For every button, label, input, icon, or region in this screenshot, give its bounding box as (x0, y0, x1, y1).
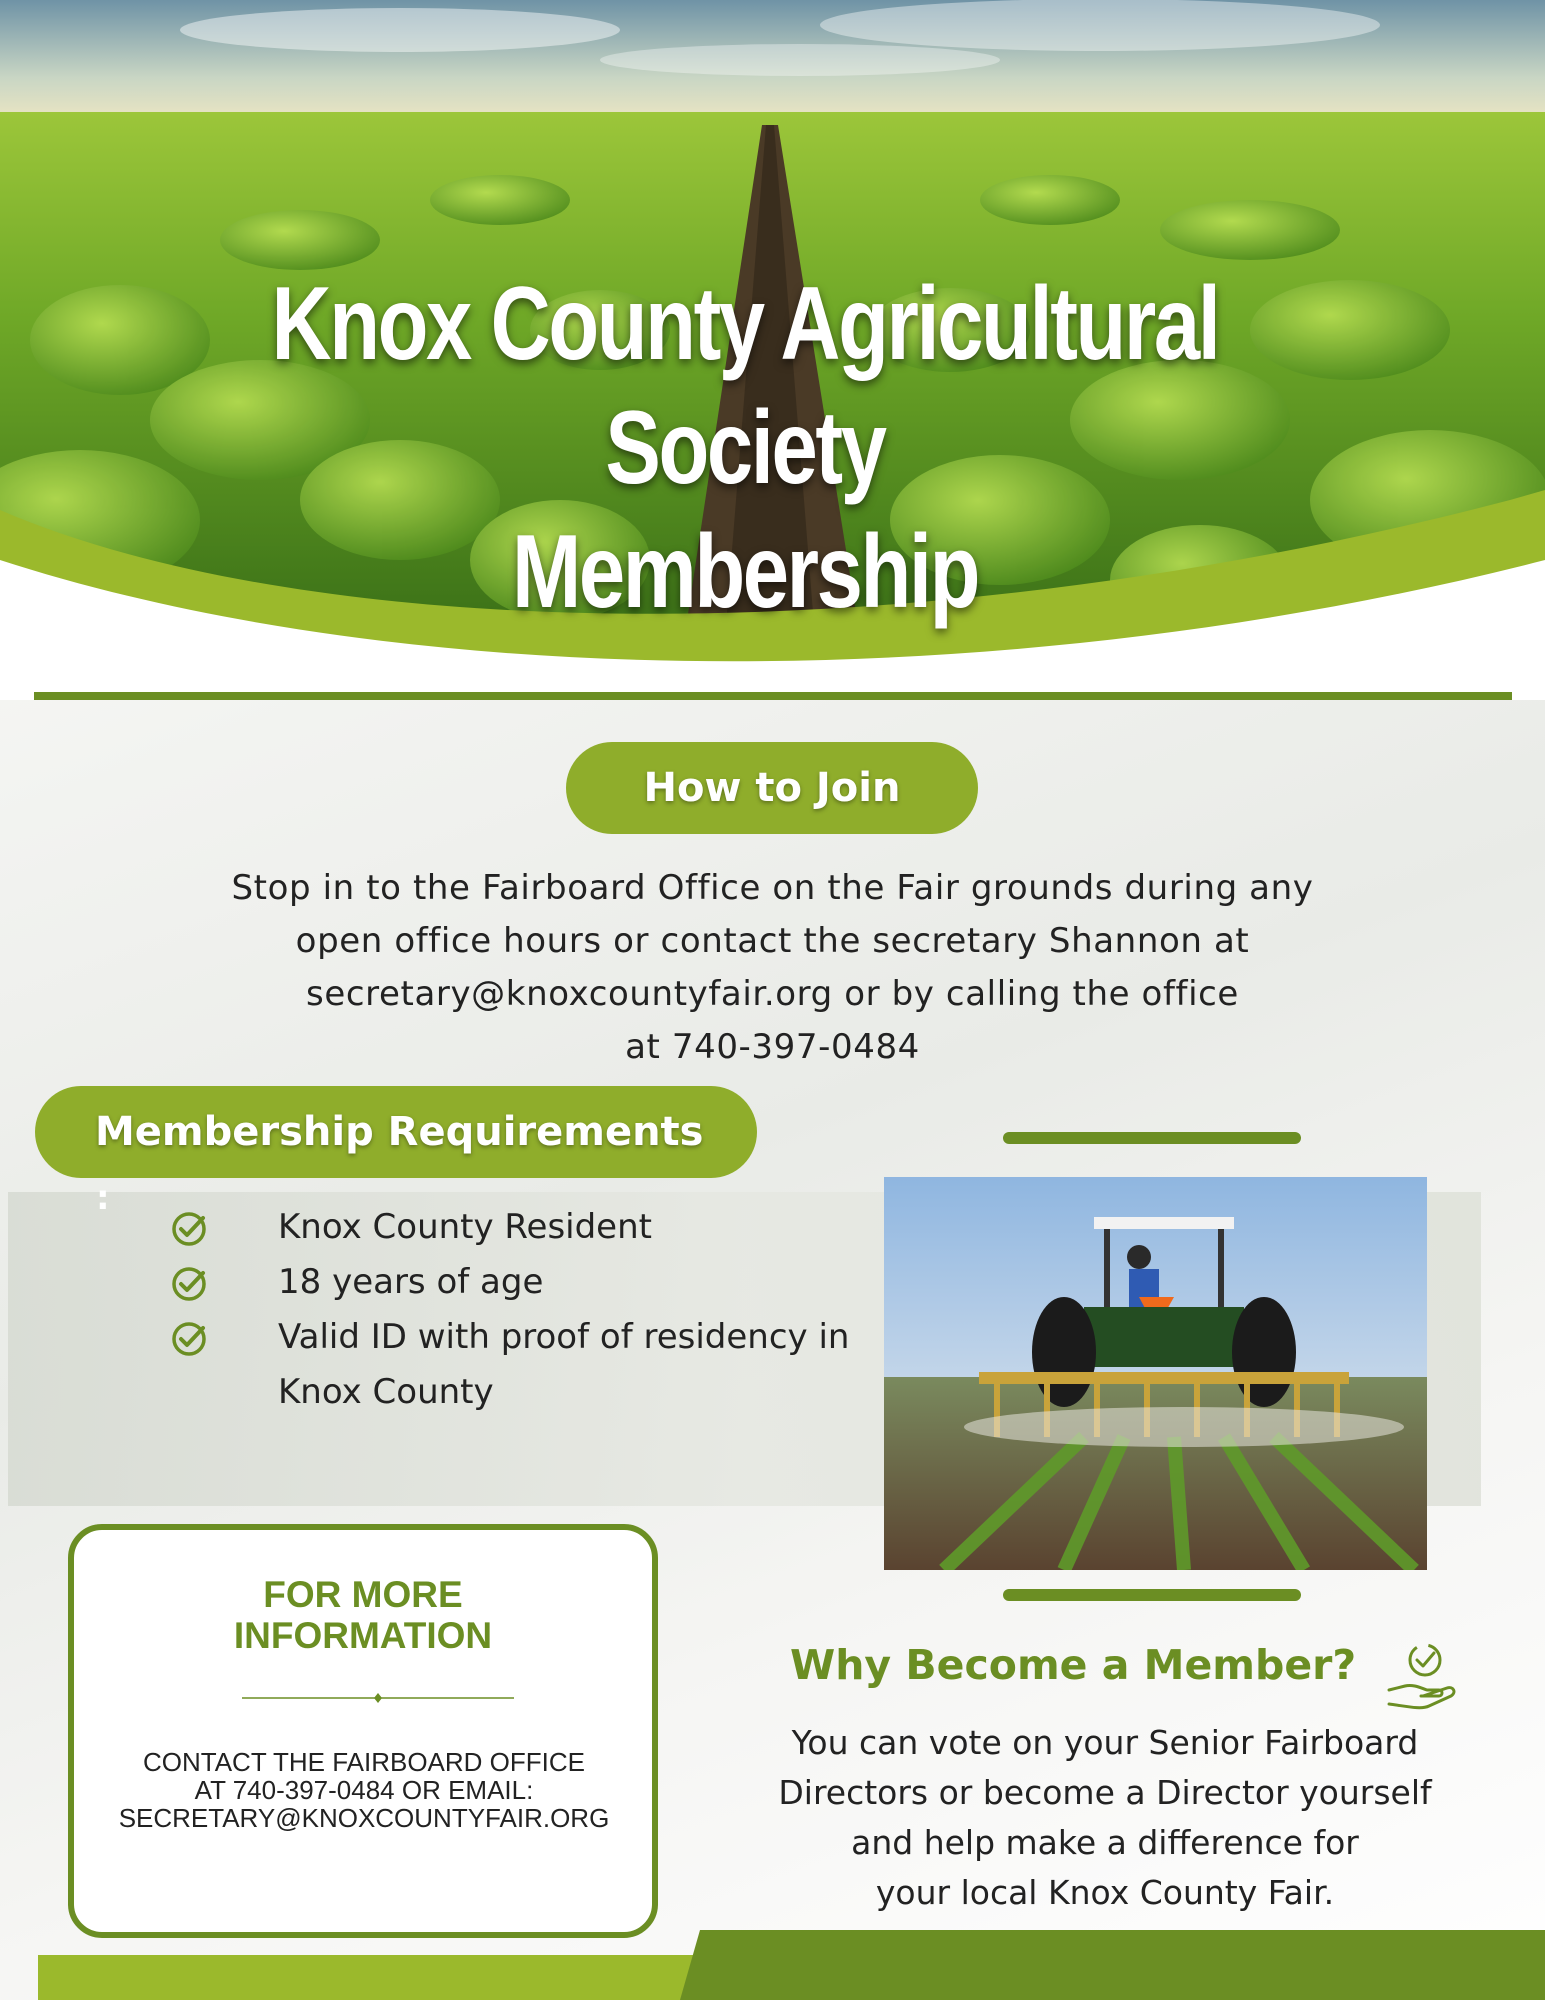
page-title-line-1: Knox County Agricultural Society (271, 266, 1219, 506)
page-title (149, 262, 1341, 634)
more-info-title (74, 1574, 652, 1656)
more-info-title-line-2: INFORMATION (233, 1615, 493, 1656)
check-circle-icon (170, 1210, 208, 1248)
ornament-divider (242, 1692, 514, 1704)
why-become-member-heading: Why Become a Member? (790, 1641, 1357, 1689)
more-info-line: AT 740-397-0484 OR EMAIL: (194, 1775, 534, 1805)
why-become-member-text (760, 1718, 1450, 1918)
requirement-text: Knox County (278, 1372, 494, 1412)
list-item (170, 1255, 870, 1310)
requirement-text: Knox County Resident (278, 1207, 652, 1247)
more-info-body (64, 1748, 664, 1832)
check-circle-icon (170, 1320, 208, 1358)
list-item (170, 1310, 870, 1365)
list-item (170, 1365, 870, 1420)
more-info-title-line-1: FOR MORE (263, 1574, 463, 1615)
how-to-join-text (150, 862, 1395, 1074)
join-line: open office hours or contact the secretary Shannon at (295, 921, 1250, 961)
list-item (170, 1200, 870, 1255)
requirement-text: Valid ID with proof of residency in (278, 1317, 850, 1357)
hero-banner (0, 0, 1545, 700)
requirement-text: 18 years of age (278, 1262, 544, 1302)
requirements-colon: : (96, 1178, 110, 1218)
photo-top-bar (1003, 1132, 1301, 1144)
more-info-line: SECRETARY@KNOXCOUNTYFAIR.ORG (118, 1803, 610, 1833)
why-line: and help make a difference for (851, 1823, 1359, 1862)
why-line: your local Knox County Fair. (875, 1873, 1335, 1912)
why-line: Directors or become a Director yourself (778, 1773, 1432, 1812)
join-line: secretary@knoxcountyfair.org or by calling the office (306, 974, 1239, 1014)
join-line: Stop in to the Fairboard Office on the Fair grounds during any (231, 868, 1314, 908)
tractor-photo (884, 1177, 1427, 1570)
more-info-box (68, 1524, 658, 1938)
membership-requirements-heading: Membership Requirements (35, 1086, 757, 1178)
page-title-line-2: Membership (511, 514, 979, 630)
join-line: at 740-397-0484 (625, 1027, 920, 1067)
more-info-line: CONTACT THE FAIRBOARD OFFICE (142, 1747, 586, 1777)
hand-check-icon (1385, 1638, 1463, 1710)
photo-bottom-bar (1003, 1589, 1301, 1601)
check-circle-icon (170, 1265, 208, 1303)
why-line: You can vote on your Senior Fairboard (791, 1723, 1419, 1762)
requirements-list (170, 1200, 870, 1420)
footer-band (0, 1930, 1545, 2000)
how-to-join-heading: How to Join (566, 742, 978, 834)
